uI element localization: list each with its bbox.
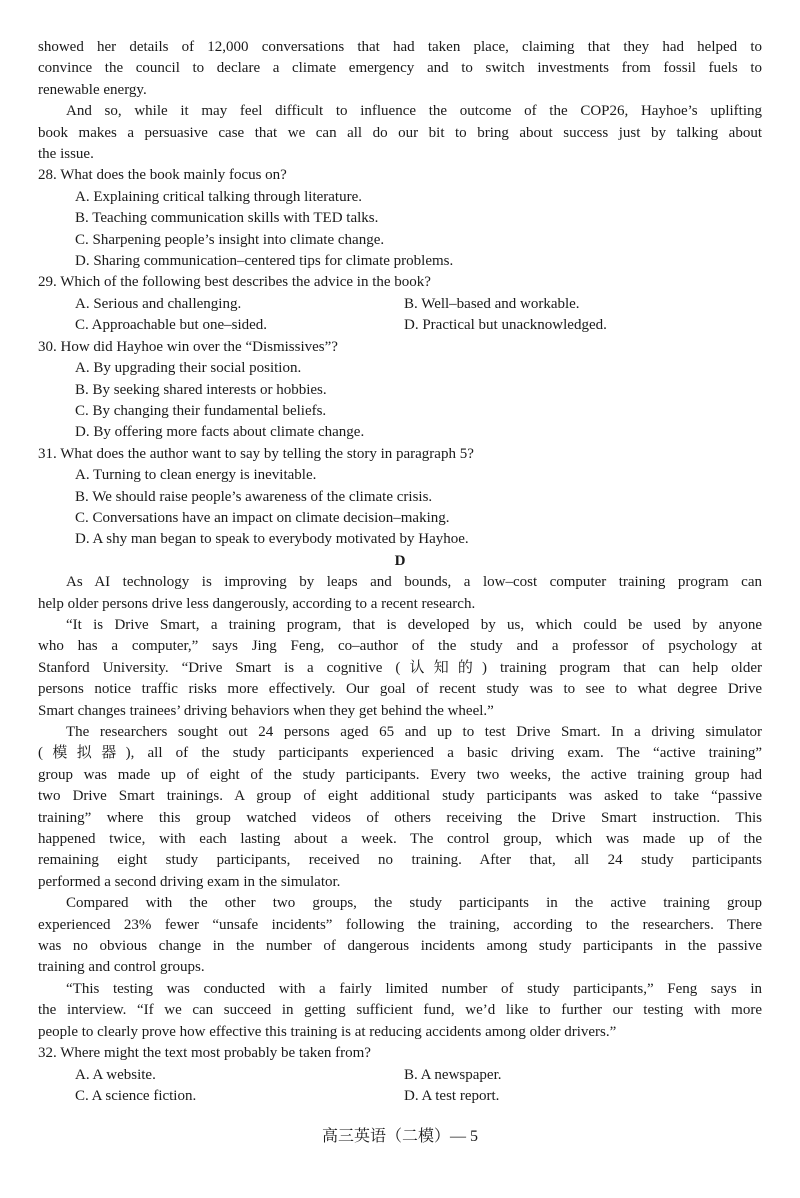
option-c: C. Sharpening people’s insight into climate change.	[75, 231, 385, 248]
page-footer: 高三英语（二模）— 5	[321, 1128, 478, 1145]
text-line: was no obvious change in the number of dangerous incidents among study participants in the passive	[38, 938, 762, 955]
option-d: D. By offering more facts about climate change.	[75, 424, 365, 441]
question-29-stem: 29. Which of the following best describes the advice in the book?	[38, 274, 431, 291]
text-line: help older persons drive less dangerously, according to a recent research.	[38, 595, 476, 612]
option-d: D. Sharing communication–centered tips for climate problems.	[75, 253, 454, 270]
text-line: “This testing was conducted with a fairly limited number of study participants,” Feng says in	[66, 980, 762, 997]
text-line: book makes a persuasive case that we can all do our bit to bring about success just by talking about	[38, 124, 762, 141]
question-31-stem: 31. What does the author want to say by telling the story in paragraph 5?	[38, 445, 474, 462]
option-a: A. By upgrading their social position.	[75, 360, 302, 377]
option-a: A. Serious and challenging.	[75, 295, 242, 312]
option-b: B. We should raise people’s awareness of the climate crisis.	[75, 488, 433, 505]
text-line: the interview. “If we can succeed in getting sufficient fund, we’d like to further our testing with more	[38, 1002, 762, 1019]
text-line: who has a computer,” says Jing Feng, co–author of the study and a professor of psychology at	[38, 638, 762, 655]
option-c: C. A science fiction.	[75, 1087, 197, 1104]
text-line: people to clearly prove how effective this training is at reducing accidents among older drivers.”	[38, 1023, 617, 1040]
text-line: Compared with the other two groups, the study participants in the active training group	[66, 895, 762, 912]
text-line: Smart changes trainees’ driving behaviors when they get behind the wheel.”	[38, 702, 494, 719]
option-d: D. A test report.	[404, 1087, 500, 1104]
text-line: happened twice, with each lasting about a week. The control group, which was made up of the	[38, 831, 762, 848]
option-b: B. A newspaper.	[404, 1066, 502, 1083]
option-d: D. A shy man began to speak to everybody motivated by Hayhoe.	[75, 531, 469, 548]
text-line: Stanford University. “Drive Smart is a cognitive (认知的) training program that can help older	[38, 659, 762, 676]
text-line: training” where this group watched videos of others receiving the Drive Smart instruction. This	[38, 809, 762, 826]
exam-page	[38, 37, 762, 1107]
option-a: A. Explaining critical talking through literature.	[75, 188, 362, 205]
option-c: C. By changing their fundamental beliefs.	[75, 402, 327, 419]
text-line: As AI technology is improving by leaps and bounds, a low–cost computer training program can	[66, 574, 762, 591]
option-b: B. Teaching communication skills with TED talks.	[75, 210, 379, 227]
section-heading: D	[394, 552, 406, 569]
text-line: The researchers sought out 24 persons aged 65 and up to test Drive Smart. In a driving simulator	[66, 724, 762, 740]
text-line: persons notice traffic risks more effectively. Our goal of recent study was to see to what degree Drive	[38, 681, 762, 698]
text-line: two Drive Smart trainings. A group of eight additional study participants was asked to take “passive	[38, 788, 762, 805]
text-line: showed her details of 12,000 conversations that had taken place, claiming that they had helped to	[38, 39, 762, 55]
text-line: training and control groups.	[38, 959, 205, 976]
question-30-stem: 30. How did Hayhoe win over the “Dismissives”?	[38, 338, 338, 355]
option-a: A. A website.	[75, 1066, 156, 1083]
text-line: convince the council to declare a climate emergency and to switch investments from fossil fuels to	[38, 60, 762, 77]
text-line: “It is Drive Smart, a training program, that is developed by us, which could be used by anyone	[66, 616, 762, 633]
text-line: (模拟器), all of the study participants experienced a basic driving exam. The “active training”	[38, 745, 762, 762]
text-line: the issue.	[38, 146, 94, 163]
text-line: And so, while it may feel difficult to influence the outcome of the COP26, Hayhoe’s uplifting	[66, 103, 762, 120]
question-32-stem: 32. Where might the text most probably be taken from?	[38, 1045, 371, 1062]
option-a: A. Turning to clean energy is inevitable.	[75, 467, 317, 484]
option-b: B. Well–based and workable.	[404, 295, 580, 312]
option-c: C. Approachable but one–sided.	[75, 317, 268, 334]
option-d: D. Practical but unacknowledged.	[404, 317, 607, 334]
text-line: group was made up of eight of the study participants. Every two weeks, the active training group had	[38, 766, 762, 783]
option-c: C. Conversations have an impact on climate decision–making.	[75, 509, 450, 526]
text-line: renewable energy.	[38, 81, 147, 98]
question-28-stem: 28. What does the book mainly focus on?	[38, 167, 287, 184]
text-line: remaining eight study participants, received no training. After that, all 24 study participants	[38, 852, 762, 869]
option-b: B. By seeking shared interests or hobbies.	[75, 381, 327, 398]
text-line: experienced 23% fewer “unsafe incidents” following the training, according to the researchers. There	[38, 916, 762, 933]
text-line: performed a second driving exam in the simulator.	[38, 873, 341, 890]
